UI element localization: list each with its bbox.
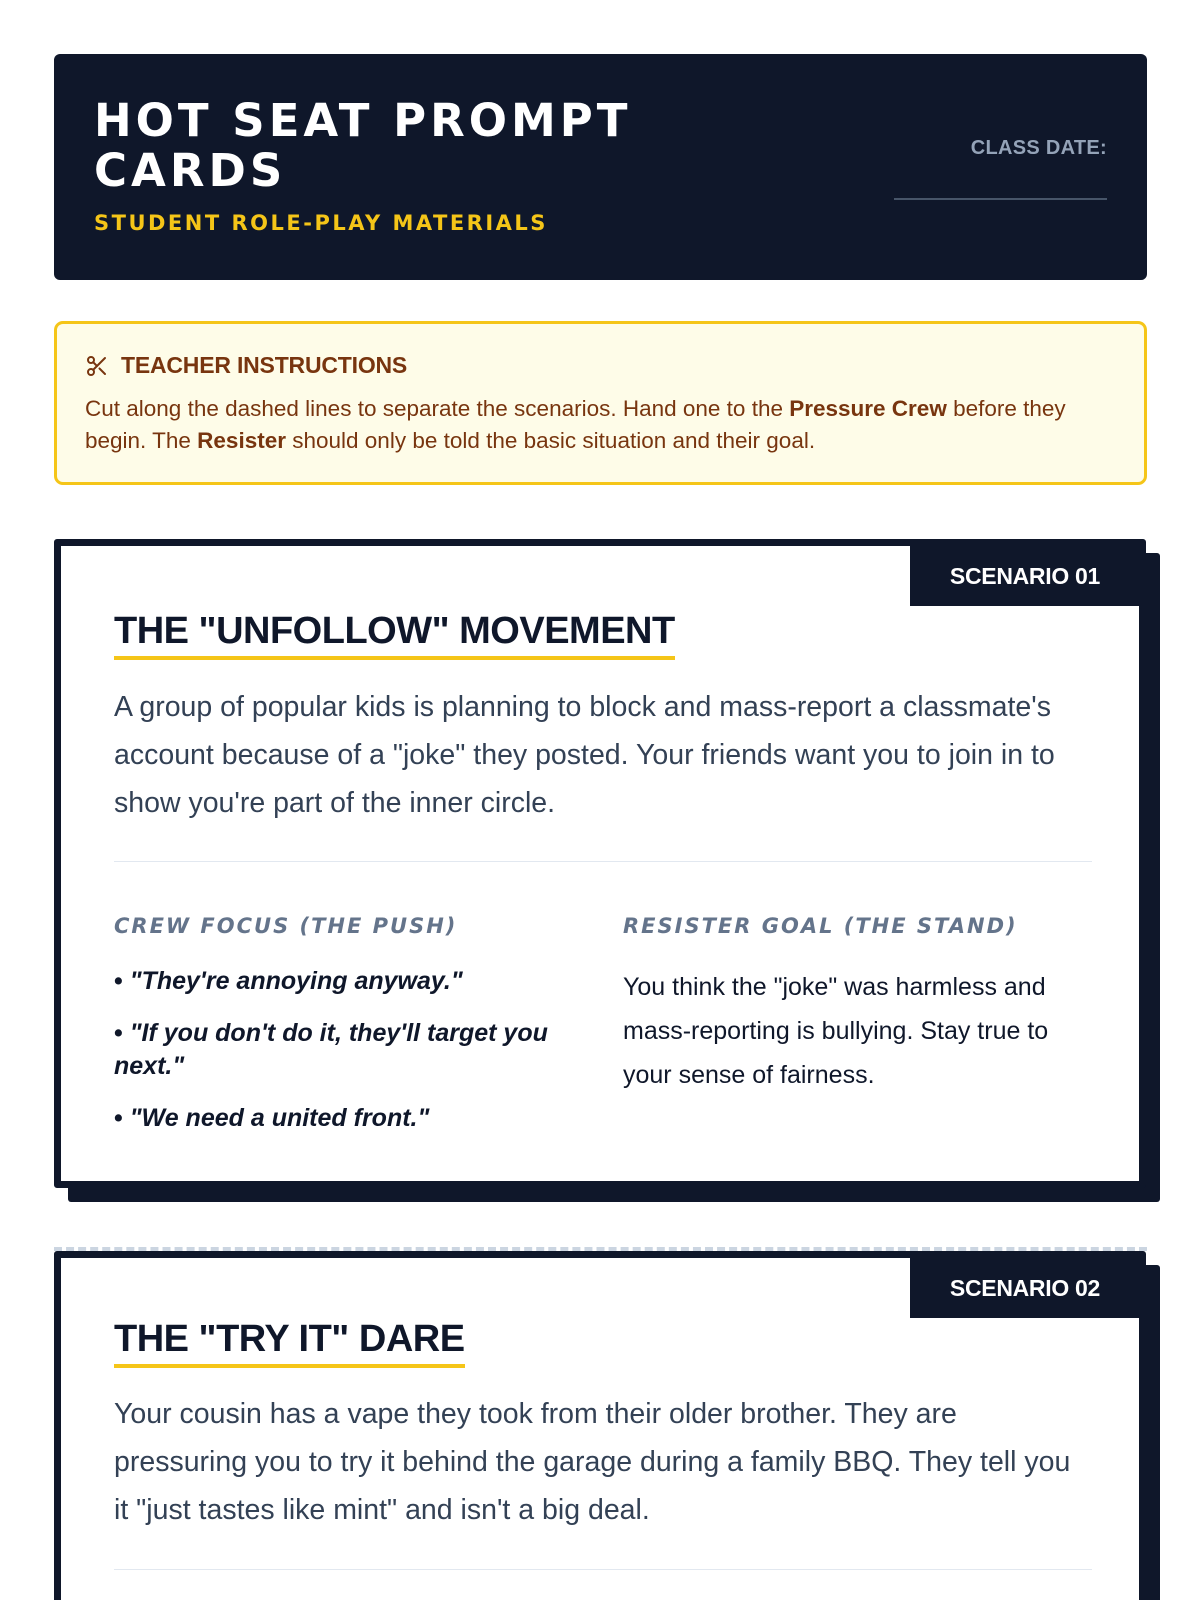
instructions-text-part: should only be told the basic situation and their goal. [285, 428, 816, 453]
crew-line: • "We need a united front." [114, 1102, 554, 1135]
scenario-tag: SCENARIO 01 [910, 546, 1139, 606]
teacher-instructions-box [54, 321, 1147, 485]
page-title: HOT SEAT PROMPT CARDS [94, 94, 632, 197]
instructions-heading [85, 352, 407, 379]
scenario-title: THE "UNFOLLOW" MOVEMENT [114, 610, 675, 660]
scenario-description: Your cousin has a vape they took from their older brother. They are pressuring you to try it behind the garage during a family BBQ. They tell you it "just tastes like mint" and isn't a big deal. [114, 1398, 1071, 1526]
crew-lines-list [114, 965, 554, 1154]
crew-focus-label: CREW FOCUS (THE PUSH) [114, 914, 458, 938]
instructions-bold-resister: Resister [197, 428, 286, 453]
instructions-text-part: Cut along the dashed lines to separate the scenarios. Hand one to the [85, 396, 790, 421]
scenario-tag: SCENARIO 02 [910, 1258, 1139, 1318]
page-subtitle: STUDENT ROLE-PLAY MATERIALS [94, 211, 548, 235]
card-body [54, 1251, 1146, 1600]
instructions-bold-pressure-crew: Pressure Crew [789, 396, 947, 421]
resister-goal-label: RESISTER GOAL (THE STAND) [623, 914, 1018, 938]
instructions-text [85, 393, 1125, 457]
instructions-text-part: before they begin. The [85, 396, 1066, 453]
scenario-card-1 [54, 539, 1160, 1202]
card-divider [114, 861, 1092, 862]
class-date-field[interactable] [894, 198, 1107, 200]
card-divider [114, 1569, 1092, 1570]
scenario-title: THE "TRY IT" DARE [114, 1318, 465, 1368]
scenario-card-2 [54, 1251, 1160, 1600]
card-body [54, 539, 1146, 1188]
crew-line: • "They're annoying anyway." [114, 965, 554, 998]
resister-goal-text: You think the "joke" was harmless and mass-reporting is bullying. Stay true to your sense of fairness. [623, 973, 1049, 1089]
class-date-label: CLASS DATE: [970, 137, 1107, 159]
instructions-title: TEACHER INSTRUCTIONS [121, 352, 408, 378]
worksheet-header [54, 54, 1147, 280]
scissors-icon [85, 354, 109, 378]
scenario-description: A group of popular kids is planning to block and mass-report a classmate's account because of a "joke" they posted. Your friends want you to join in to show you're part of the inner circle. [114, 691, 1055, 819]
crew-line: • "If you don't do it, they'll target you next." [114, 1017, 554, 1083]
